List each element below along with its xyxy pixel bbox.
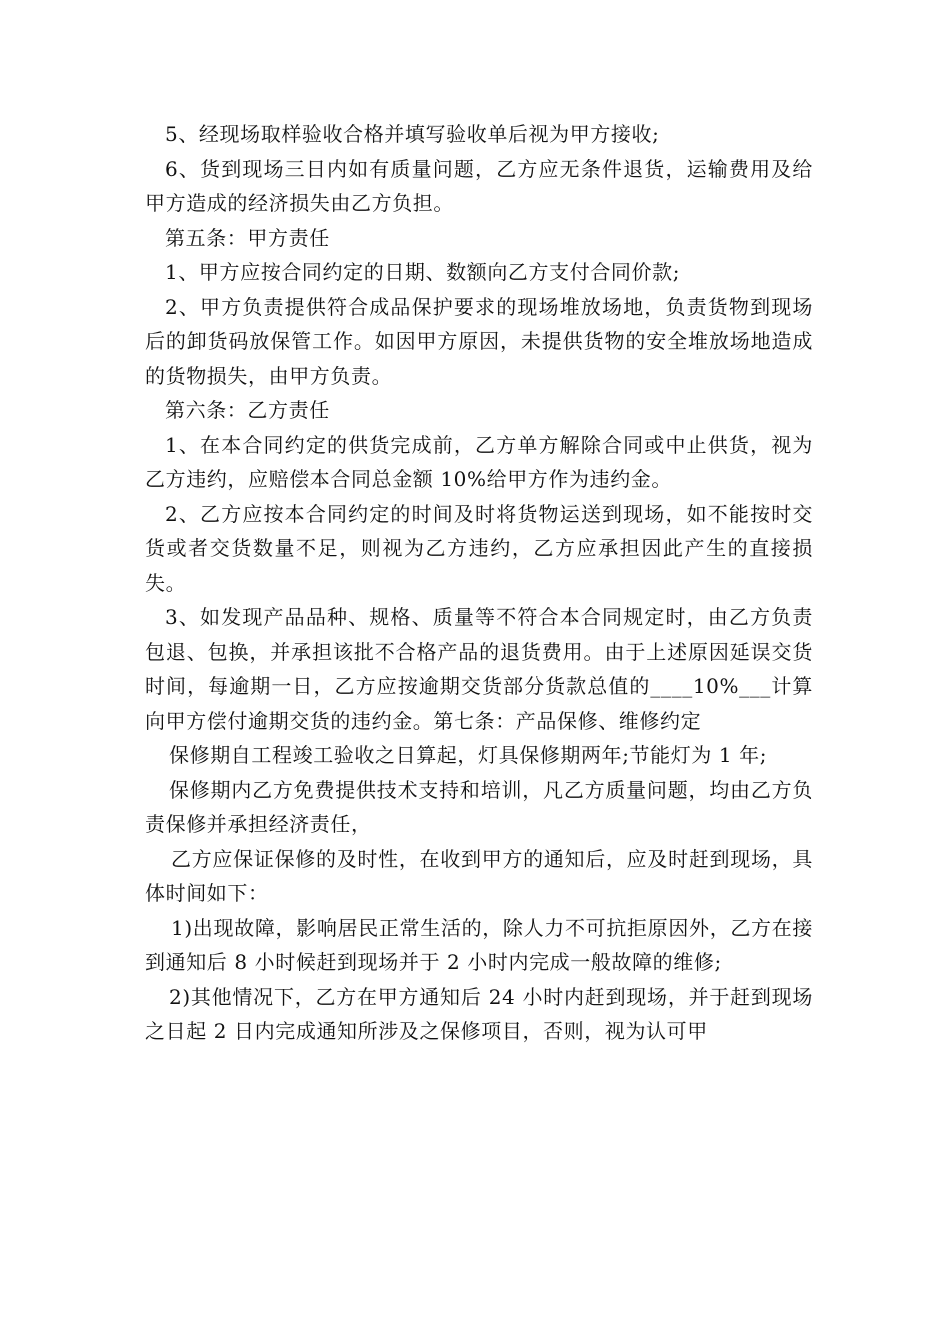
clause-5-item-1: 1、甲方应按合同约定的日期、数额向乙方支付合同价款; (165, 260, 681, 284)
warranty-timeliness: 乙方应保证保修的及时性，在收到甲方的通知后，应及时赶到现场，具体时间如下： (145, 846, 813, 905)
clause-6-heading: 第六条：乙方责任 (165, 398, 330, 422)
clause-4-item-6: 6、货到现场三日内如有质量问题，乙方应无条件退货，运输费用及给甲方造成的经济损失由乙方负担。 (145, 156, 813, 215)
clause-6-item-2: 2、乙方应按本合同约定的时间及时将货物运送到现场，如不能按时交货或者交货数量不足，则视为乙方违约，乙方应承担因此产生的直接损失。 (145, 501, 813, 595)
document-body (145, 117, 813, 1049)
warranty-case-2: 2)其他情况下，乙方在甲方通知后 24 小时内赶到现场，并于赶到现场之日起 2 日内完成通知所涉及之保修项目，否则，视为认可甲 (145, 984, 813, 1043)
clause-4-item-5: 5、经现场取样验收合格并填写验收单后视为甲方接收; (165, 122, 660, 146)
clause-6-item-1: 1、在本合同约定的供货完成前，乙方单方解除合同或中止供货，视为乙方违约，应赔偿本合同总金额 10%给甲方作为违约金。 (145, 432, 813, 491)
clause-6-item-3: 3、如发现产品品种、规格、质量等不符合本合同规定时，由乙方负责包退、包换，并承担该批不合格产品的退货费用。由于上述原因延误交货时间，每逾期一日，乙方应按逾期交货部分货款总值的____10%___计算向甲方偿付逾期交货的违约金。第七条：产品保修、维修约定 (145, 605, 813, 733)
warranty-period: 保修期自工程竣工验收之日算起，灯具保修期两年;节能灯为 1 年; (169, 743, 768, 767)
warranty-support: 保修期内乙方免费提供技术支持和培训，凡乙方质量问题，均由乙方负责保修并承担经济责任， (145, 777, 813, 836)
warranty-case-1: 1)出现故障，影响居民正常生活的，除人力不可抗拒原因外，乙方在接到通知后 8 小时候赶到现场并于 2 小时内完成一般故障的维修; (145, 915, 813, 974)
clause-5-heading: 第五条：甲方责任 (165, 225, 330, 250)
clause-5-item-2: 2、甲方负责提供符合成品保护要求的现场堆放场地，负责货物到现场后的卸货码放保管工作。如因甲方原因，未提供货物的安全堆放场地造成的货物损失，由甲方负责。 (145, 294, 813, 388)
